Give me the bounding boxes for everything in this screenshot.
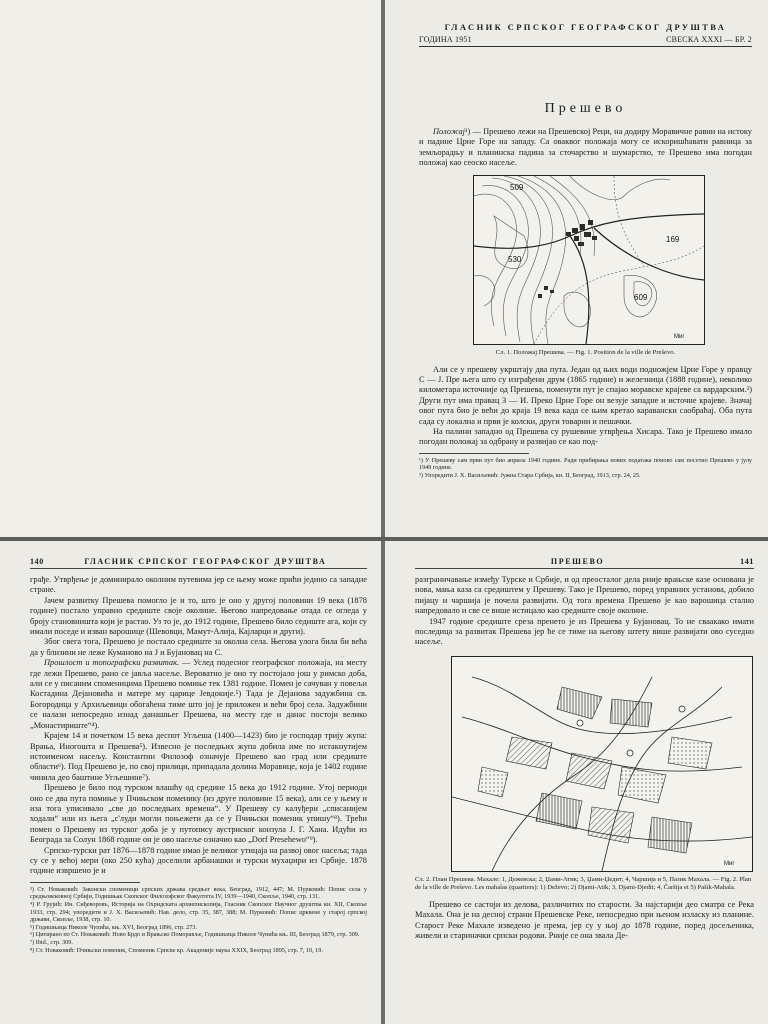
- footnote-4: ⁴) Р. Грујић: Ин. Сиђеворовъ, Историја на Охридската архиепископија, Гласник Скопског Научног друштва кн. XII, Скопље 1933, стр. 294; упоредити и Ј. Х. Васиљевић: Нав. дело, стр. 35, 387, 388; М. Пурковић: Попис црквене у старој српској држави, Скопље, 1938, стр. 10.: [30, 900, 367, 924]
- running-head-issue: СВЕСКА XXXI — БР. 2: [666, 35, 752, 44]
- p140-paragraph-4: [30, 658, 367, 731]
- paragraph-roads: Али се у прешеву укрштају два пута. Један од њих води подножјем Црне Горе у правцу С — Ј. Пре њега што су изграђени друм (1865 године) и железница (1888 године), неколико километара источније од Прешева, поменути пут је спајао моравске крајеве са вардарским.²) Други пут има правац З — И. Преко Црне Горе он везује западне и источне крајеве. Значај овог пута био је већи до краја 19 века када се њим кретао каравански саобраћај. Оба пута сада су локална и први је колски, други товарни и пешачки.: [419, 364, 752, 426]
- blank-page: [0, 0, 381, 537]
- p140-paragraph-5: Крајем 14 и почетком 15 века деспот Угљеша (1400—1423) био је господар трију жупа: Врања, Иногошта и Прешева⁵). Извесно је последњих жупа добила име по истакнутијем истоименом насељу. Константин Филозоф означује Прешево као град или средиште области⁶). Под Прешево је, по свој прилици, припадала долина Моравице, која је 1402 године чинила део баштине Угљешине⁷).: [30, 731, 367, 782]
- elevation-label-4: 609: [634, 292, 648, 302]
- footnote-1: ¹) У Прешеву сам први пут био априла 1940 године. Ради прибирања нових података поново сам посетио Прешево у јулу 1949 године.: [419, 456, 752, 472]
- intro-paragraph: [419, 127, 752, 169]
- footnote-2: ²) Упоредити Ј. Х. Васиљевић: Јужна Стара Србија, кн. II, Београд, 1913, стр. 24, 25.: [419, 472, 641, 480]
- p140-paragraph-6: Прешево је било под турском влашћу од средине 15 века до 1912 године. Утој периоди оно се два пута помиње у Пчињском поменику (из друге половине 15 века), али се у њему и иза тога уписивало „све до последњих времена“. У Прешеву су калуђери „списанијем ходали“ или из њега „с'луди могли поњежети да се у Пчињски поменик упишу“⁸). Трећи помен о Прешеву из турског доба је у путопису аустриског конзула Ј. Г. Хана. Идући из Београда за Солун 1868 године он је ово насеље означио као „Dorf Presehewo“⁹).: [30, 783, 367, 845]
- p140-paragraph-1: грађе. Утврђење је доминирало околним путевима јер се њему може прићи једино са западне стране.: [30, 575, 367, 595]
- figure-2-caption: Сл. 2. План Прешева. Махале: 1, Дежевска; 2, Џами-Атик; 3, Џами-Џедит; 4, Чаршија и 5, Пазик Махала. — Fig. 2. Plan de la ville de Preševo. Les mahalas (quartiers): 1) Deževo; 2) Djami-Atik; 3, Djami-Djedit; 4, Čaršija et 5) Pašik-Mahala.: [415, 875, 752, 891]
- footnote-5: ⁵) Годишњица Николе Чупића, књ. XVI, Београд 1896, стр. 273.: [30, 923, 198, 931]
- footnote-rule-140: [30, 882, 140, 883]
- footnote-8: ⁸) Ст. Новаковић: Пчињски поменик, Споменик Српске кр. Академије наука XXIX, Београд 1895, стр. 7, 10, 19.: [30, 946, 323, 954]
- figure-1-map: [473, 175, 705, 345]
- map1-signature: Миг: [674, 333, 685, 340]
- p141-paragraph-1: разграничавање између Турске и Србије, и од преосталог дела рније врањске казе основана је нова, мања каза са средиштем у Прешеву. Тако је Прешево, поред управних установа, добило пијацу и чаршија је почела развијати. Од тога времена Прешево је као варошица стално напредовало и све се више истицало као средиште своје околине.: [415, 575, 754, 616]
- p140-paragraph-4-text: — Услед подесног географског положаја, на месту где лежи Прешево, рано се јавља насеље. Вероватно је оно ту постојало још у римско доба, али се у писаним споменицима Прешево помиње тек 1381 године. Помен је сачуван у повељи Костадина Дејановића и матере му царице Јевдокије.⁵) Тада је Дејанова задужбина св. Богородица у Архиљевици обогаћена тиме што јој је приложен и већи број села. Задужбини се налази непосредно изнад данашњег Прешева, на месту где и данас постоји велико „Монастириште“⁴).: [30, 658, 367, 730]
- book-gutter: [381, 0, 385, 1024]
- running-head-journal: ГЛАСНИК СРПСКОГ ГЕОГРАФСКОГ ДРУШТВА: [444, 22, 727, 32]
- running-head-140: [30, 557, 367, 569]
- running-head-title-141: ПРЕШЕВО: [550, 557, 605, 566]
- paragraph-hisar: На палини западно од Прешева су рушевине утврђења Хисара. Тако је Прешево имало погодан положај за одбрану и развијао се као под-: [419, 427, 752, 447]
- header-rule: [419, 46, 752, 47]
- page-number-140: 140: [30, 557, 44, 566]
- article-title: Прешево: [544, 101, 627, 116]
- page-number-141: 141: [740, 557, 754, 566]
- p140-paragraph-3: Због свега тога, Прешево је постало средиште за околна села. Његова улога била би већа да у близини не леже Куманово на Ј и Бујановац на С.: [30, 637, 367, 657]
- running-head-141: [415, 557, 754, 569]
- running-head-journal-140: ГЛАСНИК СРПСКОГ ГЕОГРАФСКОГ ДРУШТВА: [84, 557, 327, 566]
- footnote-7: ⁷) Ibid., стр. 309.: [30, 938, 73, 946]
- intro-text: ¹) — Прешево лежи на Прешевској Реци, на додиру Моравичне равни на истоку и падине Црне Горе на западу. Са оваквог положаја могу се искоришћавати равница за земљорадњу и планинска падина за сточарство и шумарство, те Прешево има погодан положај као сеоско насеље.: [419, 127, 752, 168]
- spread-divider: [0, 537, 768, 541]
- page-140: [0, 541, 381, 1024]
- running-head-year: ГОДИНА 1951: [419, 35, 472, 44]
- intro-lead: Положај: [433, 127, 465, 136]
- page-139: [385, 0, 768, 537]
- footnote-6: ⁶) Цитирано по Ст. Новаковић: Ново Брдо и Врањско Поморавље, Годишњица Николе Чупића књ. III, Београд 1879, стр. 309.: [30, 931, 360, 939]
- page-141: [385, 541, 768, 1024]
- footnote-rule: [419, 453, 529, 454]
- section-heading-history: Прошлост и топографски развитак.: [44, 658, 180, 668]
- elevation-label-2: 530: [508, 254, 522, 264]
- topographic-map: [474, 176, 704, 344]
- map2-signature: Миг: [724, 860, 735, 867]
- p141-paragraph-2: 1947 године средиште среза пренето је из Прешева у Бујановац. То не сваакако имати последица за развитак Прешева јер ће се тиме на његову штету више развијати ово суседно насеље.: [415, 616, 754, 647]
- footnote-3: ³) Ст. Новаковић: Законски споменици српских држава средњег века, Београд, 1912, 447; М. Пурковић: Попис села у средњовековној Србији, Годишњак Скопског Филозофског Факултета IV, 1939—1940, Скопље, 1940, стр. 131.: [30, 885, 367, 901]
- p140-paragraph-7: Српско-турски рат 1876—1878 године имао је великог утицаја на развој овог насеља; тада су се у већој мери (око 250 кућа) доселили арбанашки и турски мухаџири из Србије. 1878 године извршено је и: [30, 845, 367, 876]
- running-head-meta: [419, 35, 752, 44]
- town-plan-map: [452, 657, 752, 871]
- elevation-label-1: 509: [510, 182, 524, 192]
- figure-1-caption: Сл. 1. Положај Прешева. — Fig. 1. Position de la ville de Preševo.: [495, 348, 676, 356]
- elevation-label-3: 169: [666, 234, 680, 244]
- p140-paragraph-2: Јачем развитку Прешева помогло је и то, што је оно у другој половини 19 века (1878 године) постало управно средиште своје околине. Његово напредовање отада се огледа у броју становништа који је растао. Уз то је, до 1912 године, Прешево било седиште ага, који су имали поседе и изван варошице (Шевовци, Мамут-Алија, Кајларци и други).: [30, 595, 367, 637]
- figure-2-town-plan: [451, 656, 753, 872]
- p141-paragraph-3: Прешево се састоји из делова, различитих по старости. За најстарији део сматра се Река Махала. Она је на десној страни Прешевске Реке, непосредно при њеном изласку из планине. Старост Реке Махале изведено је према, јер су у њој до 1878 године, поред досељеника, живели и стариначки српски родови. Рније се она звала Де-: [415, 899, 754, 941]
